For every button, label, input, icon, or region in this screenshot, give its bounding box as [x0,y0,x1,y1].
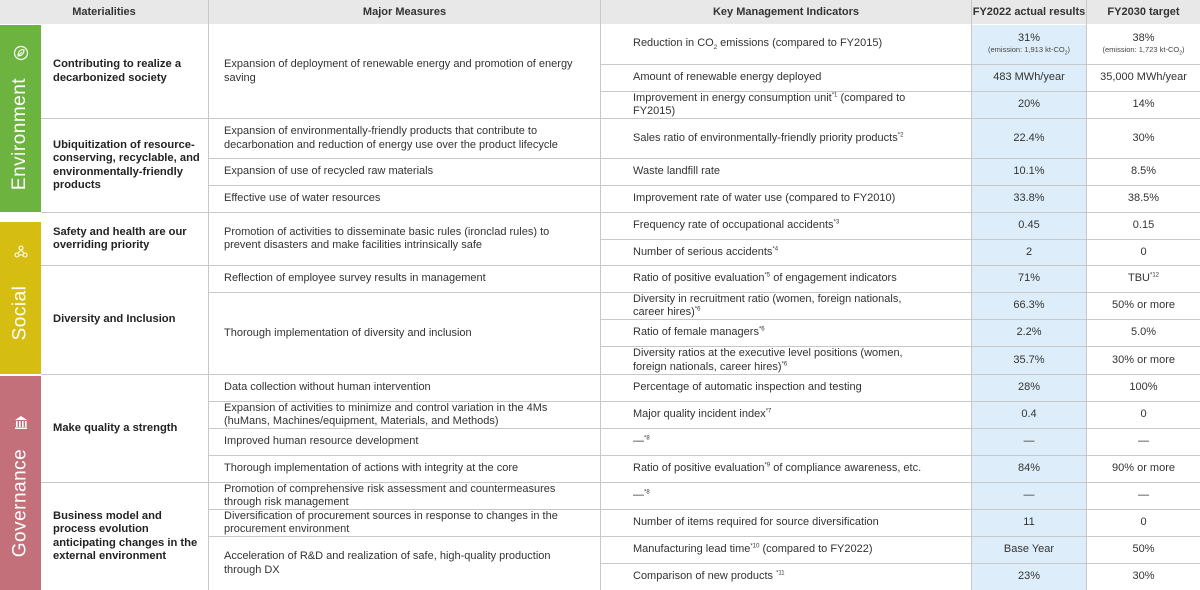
actual-cell [972,65,1086,91]
actual-note-tail: ) [1067,45,1070,55]
kpi-footnote: *4 [772,246,779,253]
target-value-wrap [1129,381,1157,394]
target-value: — [1138,489,1149,502]
target-value: 38.5% [1127,192,1160,205]
target-value-wrap [1140,246,1146,259]
target-value-wrap [1112,354,1175,367]
kpi-text [633,219,839,232]
kpi-footnote: *8 [644,489,650,496]
target-value-wrap [1128,272,1159,285]
target-value-wrap [1132,32,1154,45]
measure-hr-development: Improved human resource development [224,435,419,448]
kpi-text [633,570,785,583]
target-value: 38% [1132,32,1155,45]
measure-recycled: Expansion of use of recycled raw materials [224,165,434,178]
kpi-cell [601,65,971,91]
target-footnote: *12 [1149,272,1159,279]
kpi-text [633,192,895,205]
actual-cell [972,456,1086,482]
target-value: 100% [1129,381,1158,394]
actual-note-subscript: 2 [1064,50,1068,57]
target-cell [1087,65,1200,91]
actual-cell [972,240,1086,265]
target-value: 8.5% [1130,165,1157,178]
target-note-text: (emission: 1,723 kt-CO [1102,45,1180,55]
target-value-wrap [1132,543,1154,556]
actual-value: 31% [1017,32,1041,45]
kpi-label: Percentage of automatic inspection and testing [633,381,862,394]
kpi-cell [601,266,971,292]
kpi-cell [601,429,971,455]
actual-cell [972,375,1086,401]
target-note-subscript: 2 [1179,50,1182,57]
materiality-diversity: Diversity and Inclusion [41,266,208,374]
target-note [1103,45,1185,57]
target-value: 50% or more [1112,299,1175,312]
target-cell [1087,159,1200,185]
kpi-text [633,408,771,421]
kpi-footnote: *7 [765,408,772,415]
kpi-label: Diversity ratios at the executive level positions (women, foreign nationals, career hires) [633,347,903,373]
divider [209,158,1200,159]
divider [601,346,1200,347]
kpi-label: Waste landfill rate [633,165,721,178]
actual-value: 2.2% [1016,326,1042,339]
actual-cell [972,213,1086,239]
governance-label: Governance [9,448,31,558]
kpi-label: Number of items required for source diversification [633,516,879,529]
actual-cell [972,402,1086,428]
target-value: 35,000 MWh/year [1100,71,1187,84]
kpi-label: Ratio of female managers [633,326,759,339]
kpi-text [633,37,882,53]
header-major-measures: Major Measures [209,0,600,24]
kpi-text [633,246,778,259]
actual-value: 483 MWh/year [993,71,1065,84]
kpi-cell [601,456,971,482]
actual-cell [972,293,1086,319]
actual-cell [972,347,1086,374]
target-cell [1087,429,1200,455]
divider [41,265,1200,266]
divider [209,185,1200,186]
kpi-text [633,326,765,339]
actual-cell [972,320,1086,346]
actual-value: Base Year [1003,543,1055,556]
target-cell [1087,266,1200,292]
target-value: 0 [1140,516,1147,529]
kpi-cell [601,483,971,509]
target-value-wrap [1100,71,1187,84]
kpi-footnote: *3 [833,219,840,226]
kpi-cell [601,347,971,374]
kpi-label: Manufacturing lead time [633,543,751,556]
kpi-cell [601,213,971,239]
target-cell [1087,347,1200,374]
divider [209,428,1200,429]
target-value-wrap [1131,326,1156,339]
actual-cell [972,119,1086,158]
target-cell [1087,119,1200,158]
kpi-footnote: *8 [644,435,650,442]
divider [601,563,1200,564]
environment-label: Environment [9,77,31,190]
divider [208,0,209,590]
kpi-footnote: *6 [694,306,701,313]
target-cell [1087,483,1200,509]
kpi-cell [601,159,971,185]
kpi-cell [601,240,971,265]
kpi-label: Improvement in energy consumption unit [633,91,832,104]
actual-value: 35.7% [1013,353,1045,366]
divider [209,401,1200,402]
measure-data-collection: Data collection without human intervention [224,381,431,394]
kpi-cell [601,375,971,401]
actual-value: 20% [1017,98,1041,111]
divider [601,239,1200,240]
kpi-text [633,165,720,178]
target-note-tail: ) [1181,45,1185,55]
kpi-text [633,347,925,374]
target-value-wrap [1132,98,1154,111]
kpi-footnote: *10 [750,543,760,550]
materiality-ubiquitization: Ubiquitization of resource-conserving, recyclable, and environmentally-friendly products [41,119,208,212]
kpi-label: — [633,435,644,448]
actual-cell [972,25,1086,64]
kpi-label: Amount of renewable energy deployed [633,71,822,84]
target-cell [1087,293,1200,319]
kpi-cell [601,402,971,428]
measure-risk: Promotion of comprehensive risk assessment and countermeasures through risk management [224,482,556,508]
kpi-label: Comparison of new products [633,570,777,583]
target-cell [1087,320,1200,346]
divider [600,0,601,590]
kpi-cell [601,25,971,64]
kpi-text [633,462,921,475]
kpi-cell [601,510,971,536]
target-value: 5.0% [1130,326,1157,339]
target-value: 0 [1140,245,1147,258]
kpi-cell [601,92,971,118]
target-value-wrap [1140,408,1146,421]
target-value: 0.15 [1132,219,1155,232]
actual-value: 23% [1017,570,1041,583]
measure-ironclad: Promotion of activities to disseminate basic rules (ironclad rules) to prevent disasters and make facilities intrinsically safe [224,225,550,251]
header-materialities: Materialities [0,0,208,24]
kpi-footnote: *5 [764,272,771,279]
actual-value: 71% [1017,272,1041,285]
social-label: Social [9,285,31,341]
target-value-wrap [1112,462,1175,475]
target-value-wrap [1132,570,1154,583]
actual-value: 10.1% [1013,165,1045,178]
kpi-footnote: *6 [781,360,788,367]
actual-value: — [1023,435,1035,448]
kpi-footnote: *2 [897,132,904,139]
kpi-cell [601,186,971,212]
target-value-wrap [1131,165,1156,178]
divider [209,536,1200,537]
divider [41,482,1200,483]
kpi-label: Number of serious accidents [633,245,773,258]
kpi-text [633,71,821,84]
kpi-cell [601,119,971,158]
kpi-label: Frequency rate of occupational accidents [633,219,834,232]
actual-note-text: (emission: 1,913 kt-CO [988,45,1065,55]
measure-renewable: Expansion of deployment of renewable energy and promotion of energy saving [224,58,573,84]
kpi-label: Diversity in recruitment ratio (women, foreign nationals, career hires) [633,292,902,318]
actual-cell [972,266,1086,292]
kpi-footnote: *1 [831,91,838,98]
target-cell [1087,92,1200,118]
divider [41,212,1200,213]
actual-value: 11 [1023,516,1035,529]
kpi-label: — [633,489,644,502]
kpi-text [633,92,925,119]
target-cell [1087,25,1200,64]
actual-cell [972,92,1086,118]
actual-cell [972,483,1086,509]
kpi-label-tail: of engagement indicators [770,272,897,285]
kpi-text [633,293,925,320]
kpi-footnote: *9 [764,462,771,469]
materiality-decarbonized: Contributing to realize a decarbonized society [41,25,208,118]
actual-value: 0.45 [1018,219,1040,232]
actual-value: — [1023,489,1035,502]
kpi-label: Sales ratio of environmentally-friendly priority products [633,131,898,144]
kpi-text [633,381,862,394]
governance-pillar [0,376,41,590]
actual-cell [972,159,1086,185]
actual-value: 0.4 [1021,408,1037,421]
social-pillar [0,222,41,374]
target-value-wrap [1138,489,1149,502]
divider [971,0,972,590]
building-icon [13,414,29,434]
measure-rnd-dx: Acceleration of R&D and realization of safe, high-quality production through DX [224,550,551,576]
header-target: FY2030 target [1087,0,1200,24]
kpi-label-tail: emissions (compared to FY2015) [717,36,883,49]
target-value: 14% [1132,98,1155,111]
kpi-label-tail: (compared to FY2015) [633,91,906,117]
kpi-text [633,435,650,448]
people-icon [13,244,29,264]
actual-value: 22.4% [1013,131,1045,144]
measure-eco-products: Expansion of environmentally-friendly products that contribute to decarbonation and reduction of energy use over the product lifecycle [224,125,558,151]
actual-value: 33.8% [1013,192,1045,205]
environment-pillar [0,25,41,212]
target-cell [1087,240,1200,265]
kpi-label: Ratio of positive evaluation [633,272,765,285]
header-actual: FY2022 actual results [972,0,1086,24]
materiality-quality: Make quality a strength [41,375,208,482]
actual-cell [972,510,1086,536]
kpi-text [633,272,897,285]
target-cell [1087,510,1200,536]
target-cell [1087,402,1200,428]
header-kpi: Key Management Indicators [601,0,971,24]
target-value: TBU [1127,272,1150,285]
target-value: 30% [1132,570,1155,583]
measure-procurement: Diversification of procurement sources in response to changes in the procurement environment [224,509,558,535]
divider [1086,0,1087,590]
actual-value: 66.3% [1013,299,1045,312]
kpi-label: Improvement rate of water use (compared to FY2010) [633,192,896,205]
materiality-safety: Safety and health are our overriding priority [41,213,208,265]
materiality-business-model: Business model and process evolution anticipating changes in the external environment [41,483,208,590]
measure-water: Effective use of water resources [224,192,381,205]
kpi-text [633,543,873,556]
target-cell [1087,186,1200,212]
target-value-wrap [1140,516,1146,529]
kpi-label: Ratio of positive evaluation [633,462,765,475]
target-value-wrap [1112,299,1175,312]
kpi-label-tail: (compared to FY2022) [759,543,873,556]
actual-value: 84% [1017,462,1041,475]
actual-value: 28% [1017,381,1041,394]
target-value: 50% [1132,543,1155,556]
measure-diversity: Thorough implementation of diversity and inclusion [224,326,472,339]
leaf-icon [13,45,29,65]
kpi-footnote: *11 [776,570,785,577]
target-cell [1087,213,1200,239]
divider [601,319,1200,320]
actual-value: 2 [1025,245,1033,258]
kpi-subscript: 2 [713,44,718,51]
kpi-label: Major quality incident index [633,408,766,421]
target-value-wrap [1138,435,1149,448]
kpi-label: Reduction in CO [633,36,714,49]
target-value-wrap [1133,219,1154,232]
kpi-label-tail: of compliance awareness, etc. [770,462,922,475]
divider [601,64,1200,65]
measure-4ms: Expansion of activities to minimize and control variation in the 4Ms (huMans, Machines/equipment, Materials, and Methods) [224,401,548,427]
target-value: 30% or more [1112,353,1175,366]
measure-survey: Reflection of employee survey results in management [224,272,486,285]
divider [41,118,1200,119]
target-cell [1087,375,1200,401]
kpi-cell [601,564,971,590]
kpi-text [633,516,879,529]
target-value-wrap [1128,192,1159,205]
kpi-footnote: *6 [758,326,765,333]
divider [41,374,1200,375]
kpi-cell [601,293,971,319]
target-cell [1087,456,1200,482]
target-value: 30% [1132,131,1155,144]
target-value: 90% or more [1112,462,1175,475]
divider [209,455,1200,456]
actual-cell [972,186,1086,212]
divider [209,509,1200,510]
target-cell [1087,537,1200,563]
target-cell [1087,564,1200,590]
divider [209,292,1200,293]
kpi-cell [601,320,971,346]
kpi-cell [601,537,971,563]
target-value: — [1138,435,1149,448]
target-value-wrap [1132,132,1154,145]
target-value: 0 [1140,408,1147,421]
kpi-text [633,489,650,502]
divider [601,91,1200,92]
actual-cell [972,564,1086,590]
actual-note [988,45,1070,57]
measure-integrity: Thorough implementation of actions with integrity at the core [224,462,519,475]
actual-cell [972,537,1086,563]
actual-cell [972,429,1086,455]
kpi-text [633,132,903,145]
